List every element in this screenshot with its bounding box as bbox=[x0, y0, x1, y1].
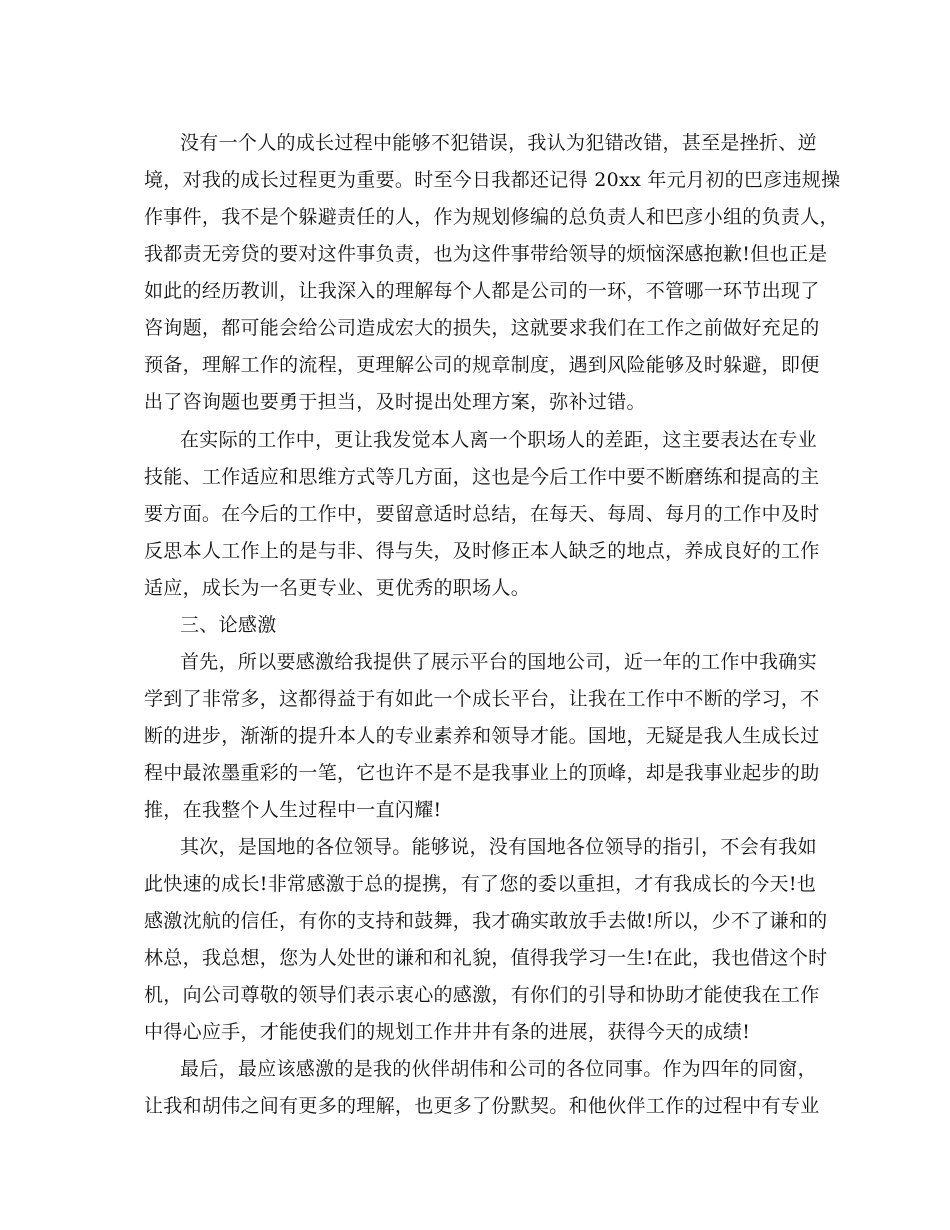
text-line: 预备，理解工作的流程，更理解公司的规章制度，遇到风险能够及时躲避，即便 bbox=[144, 354, 820, 376]
text-line: 我都责无旁贷的要对这件事负责，也为这件事带给领导的烦恼深感抱歉!但也正是 bbox=[144, 243, 828, 265]
text-line: 境，对我的成长过程更为重要。时至今日我都还记得 20xx 年元月初的巴彦违规操 bbox=[144, 169, 841, 191]
text-line: 感激沈航的信任，有你的支持和鼓舞，我才确实敢放手去做!所以，少不了谦和的 bbox=[144, 910, 828, 932]
text-line: 要方面。在今后的工作中，要留意适时总结，在每天、每周、每月的工作中及时 bbox=[144, 503, 820, 525]
text-line: 程中最浓墨重彩的一笔，它也许不是不是我事业上的顶峰，却是我事业起步的助 bbox=[144, 762, 820, 784]
text-line: 最后，最应该感激的是我的伙伴胡伟和公司的各位同事。作为四年的同窗， bbox=[180, 1058, 817, 1080]
text-line: 咨询题，都可能会给公司造成宏大的损失，这就要求我们在工作之前做好充足的 bbox=[144, 317, 820, 339]
text-line: 学到了非常多，这都得益于有如此一个成长平台，让我在工作中不断的学习，不 bbox=[144, 688, 820, 710]
text-line: 推，在我整个人生过程中一直闪耀! bbox=[144, 799, 442, 821]
text-line: 中得心应手，才能使我们的规划工作井井有条的进展，获得今天的成绩! bbox=[144, 1021, 751, 1043]
text-line: 反思本人工作上的是与非、得与失，及时修正本人缺乏的地点，养成良好的工作 bbox=[144, 540, 820, 562]
text-line: 适应，成长为一名更专业、更优秀的职场人。 bbox=[144, 577, 531, 599]
text-line: 出了咨询题也要勇于担当，及时提出处理方案，弥补过错。 bbox=[144, 391, 646, 413]
section-heading: 三、论感激 bbox=[180, 614, 277, 636]
text-line: 技能、工作适应和思维方式等几方面，这也是今后工作中要不断磨练和提高的主 bbox=[144, 466, 820, 488]
text-line: 在实际的工作中，更让我发觉本人离一个职场人的差距，这主要表达在专业 bbox=[180, 429, 817, 451]
text-line: 此快速的成长!非常感激于总的提携，有了您的委以重担，才有我成长的今天!也 bbox=[144, 873, 817, 895]
text-line: 如此的经历教训，让我深入的理解每个人都是公司的一环，不管哪一环节出现了 bbox=[144, 280, 820, 302]
text-line: 让我和胡伟之间有更多的理解，也更多了份默契。和他伙伴工作的过程中有专业 bbox=[144, 1095, 820, 1117]
text-line: 首先，所以要感激给我提供了展示平台的国地公司，近一年的工作中我确实 bbox=[180, 651, 817, 673]
text-line: 作事件，我不是个躲避责任的人，作为规划修编的总负责人和巴彦小组的负责人， bbox=[144, 206, 839, 228]
text-line: 林总，我总想，您为人处世的谦和和礼貌，值得我学习一生!在此，我也借这个时 bbox=[144, 947, 828, 969]
text-line: 机，向公司尊敬的领导们表示衷心的感激，有你们的引导和协助才能使我在工作 bbox=[144, 984, 820, 1006]
text-line: 其次，是国地的各位领导。能够说，没有国地各位领导的指引，不会有我如 bbox=[180, 836, 817, 858]
text-line: 没有一个人的成长过程中能够不犯错误，我认为犯错改错，甚至是挫折、逆 bbox=[180, 132, 817, 154]
text-line: 断的进步，渐渐的提升本人的专业素养和领导才能。国地，无疑是我人生成长过 bbox=[144, 725, 820, 747]
